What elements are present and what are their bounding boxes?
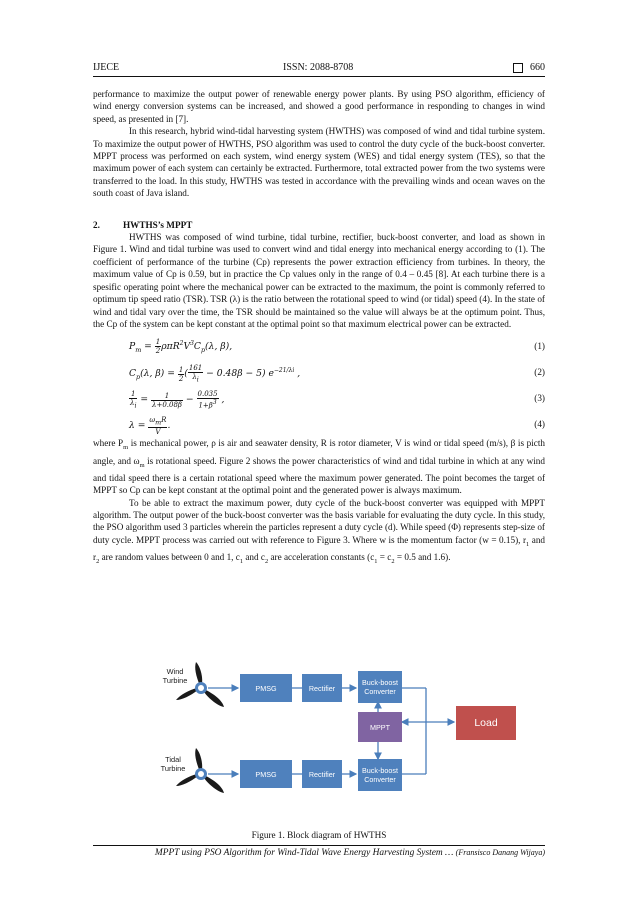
- paragraph-3: HWTHS was composed of wind turbine, tidal turbine, rectifier, buck-boost converter, and load as shown in Figure 1. Wind and tidal turbine was used to convert wind and tidal energy into mechanical energy according to (1). The coefficient of performance of the turbine (Cp) represents the power extraction efficiency from turbines. In theory, the maximum value of Cp is 0.59, but in practice the Cp values only in the range of 0.4 – 0.45 [8]. At each turbine there is a spesific operating point where the mechanical power can be extracted to the maximum, the point is commonly referred to optimum tip speed ratio (TSR). TSR (λ) is the ratio between the rotational speed to wind (or tidal) speed (4). In the state of wind and tidal vary over the time, the TSR should be maintained so the value will always be at the optimum point. Thus, the Cp of the system can be kept constant at the optimal point so that maximum electrical power can be extracted.: [93, 232, 545, 329]
- load-block: Load: [456, 706, 516, 740]
- issn: ISSN: 2088-8708: [283, 62, 354, 73]
- equation-4-expression: λ = $\frac{\text{ωmR}}{V}$ .: [129, 416, 171, 436]
- section-title: HWTHS’s MPPT: [123, 219, 193, 230]
- footer-rule: [93, 845, 545, 846]
- paragraph-2: In this research, hybrid wind-tidal harvesting system (HWTHS) was composed of wind and tidal turbine system. To maximize the output power of HWTHS, PSO algorithm was used to control the duty cycle of the buck-boost converter. MPPT process was performed on each system, wind energy system (WES) and tidal energy system (TES), so that the maximum power of each system can certainly be extracted. Furthermore, total extracted power from the two systems were transferred to the load. In this study, HWTHS was tested in accordance with the prevailing winds and ocean waves on the south coast of Java island.: [93, 126, 545, 199]
- equation-3: [93, 388, 545, 408]
- article-body: [93, 88, 545, 568]
- mppt-block: MPPT: [358, 712, 402, 742]
- pmsg-block-wind: PMSG: [240, 674, 292, 702]
- equation-2-number: (2): [534, 367, 545, 378]
- page-header: [93, 62, 545, 76]
- journal-name: IJECE: [93, 62, 120, 73]
- paragraph-5: To be able to extract the maximum power, duty cycle of the buck-boost converter was equipped with MPPT algorithm. The output power of the buck-boost converter was the basis variable for evaluating the duty cycle. In this study, the PSO algorithm used 3 particles wherein the particles represent a duty cycle (d). While speed (Φ) represents step-size of duty cycle. MPPT process was carried out with reference to Figure 3. Where w is the momentum factor (w = 0.15), $r_1$ and $r_2$ are random values between 0 and 1, $c_1$ and $c_2$ are acceleration constants ($c_1 = c_2 = 0.5$ and 1.6).: [93, 497, 546, 565]
- hwths-block-diagram: [152, 662, 524, 822]
- paragraph-1: performance to maximize the output power of renewable energy power plants. By using PSO algorithm, efficiency of wind energy conversion systems can be increased, and showed a good performance in responding to changes in wind speed, as presented in [7].: [93, 89, 545, 124]
- figure-caption: Figure 1. Block diagram of HWTHS: [251, 830, 387, 840]
- footer-author: (Fransisco Danang Wijaya): [455, 848, 545, 857]
- equation-3-number: (3): [534, 393, 545, 404]
- page-box-icon: [513, 63, 523, 73]
- equation-1-number: (1): [534, 341, 545, 352]
- page-footer: [93, 848, 545, 858]
- wind-turbine-label: Wind Turbine: [162, 667, 188, 685]
- rectifier-block-wind: Rectifier: [302, 674, 342, 702]
- pmsg-block-tidal: PMSG: [240, 760, 292, 788]
- footer-title: MPPT using PSO Algorithm for Wind-Tidal Wave Energy Harvesting System …: [154, 848, 456, 858]
- equation-2-expression: $C_p(\lambda$, β) = $\frac{1}{2}$ ( $\frac{161}{\lambda i}$ − 0.48β − 5) $e^{-21/\lambda i}$ ,: [129, 364, 301, 384]
- equation-2: [93, 362, 545, 382]
- header-rule: [93, 76, 545, 77]
- equation-1-expression: $P_m$ = $\frac{1}{2}$ $\rho\pi R^2V^3C_p(\lambda$, β),: [129, 338, 233, 356]
- section-heading: [93, 219, 545, 231]
- equation-4: [93, 414, 545, 434]
- equation-1: [93, 336, 545, 356]
- buck-boost-block-wind: Buck-boost Converter: [358, 671, 402, 703]
- equation-3-expression: $\frac{1}{\lambda i}$ = $\frac{1}{\lambda+0.08\beta}$ − $\frac{0.035}{1+\beta 3}$ ,: [130, 390, 225, 410]
- buck-boost-block-tidal: Buck-boost Converter: [358, 759, 402, 791]
- rectifier-block-tidal: Rectifier: [302, 760, 342, 788]
- equation-4-number: (4): [534, 419, 545, 430]
- section-number: 2.: [93, 219, 100, 230]
- paragraph-4: where $P_m$ is mechanical power, ρ is air and seawater density, R is rotor diameter, V is wind or tidal speed (m/s), β is picth angle, and $\omega_m$ is rotational speed. Figure 2 shows the power characteristics of wind and tidal turbine in which at any wind and tidal speed there is a certain rotational speed where the maximum power generated. The point becomes the target of MPPT so Cp can be kept constant at the optimal point and the generated power is always maximum.: [93, 438, 545, 496]
- tidal-turbine-label: Tidal Turbine: [160, 755, 186, 773]
- page-number: 660: [530, 62, 545, 73]
